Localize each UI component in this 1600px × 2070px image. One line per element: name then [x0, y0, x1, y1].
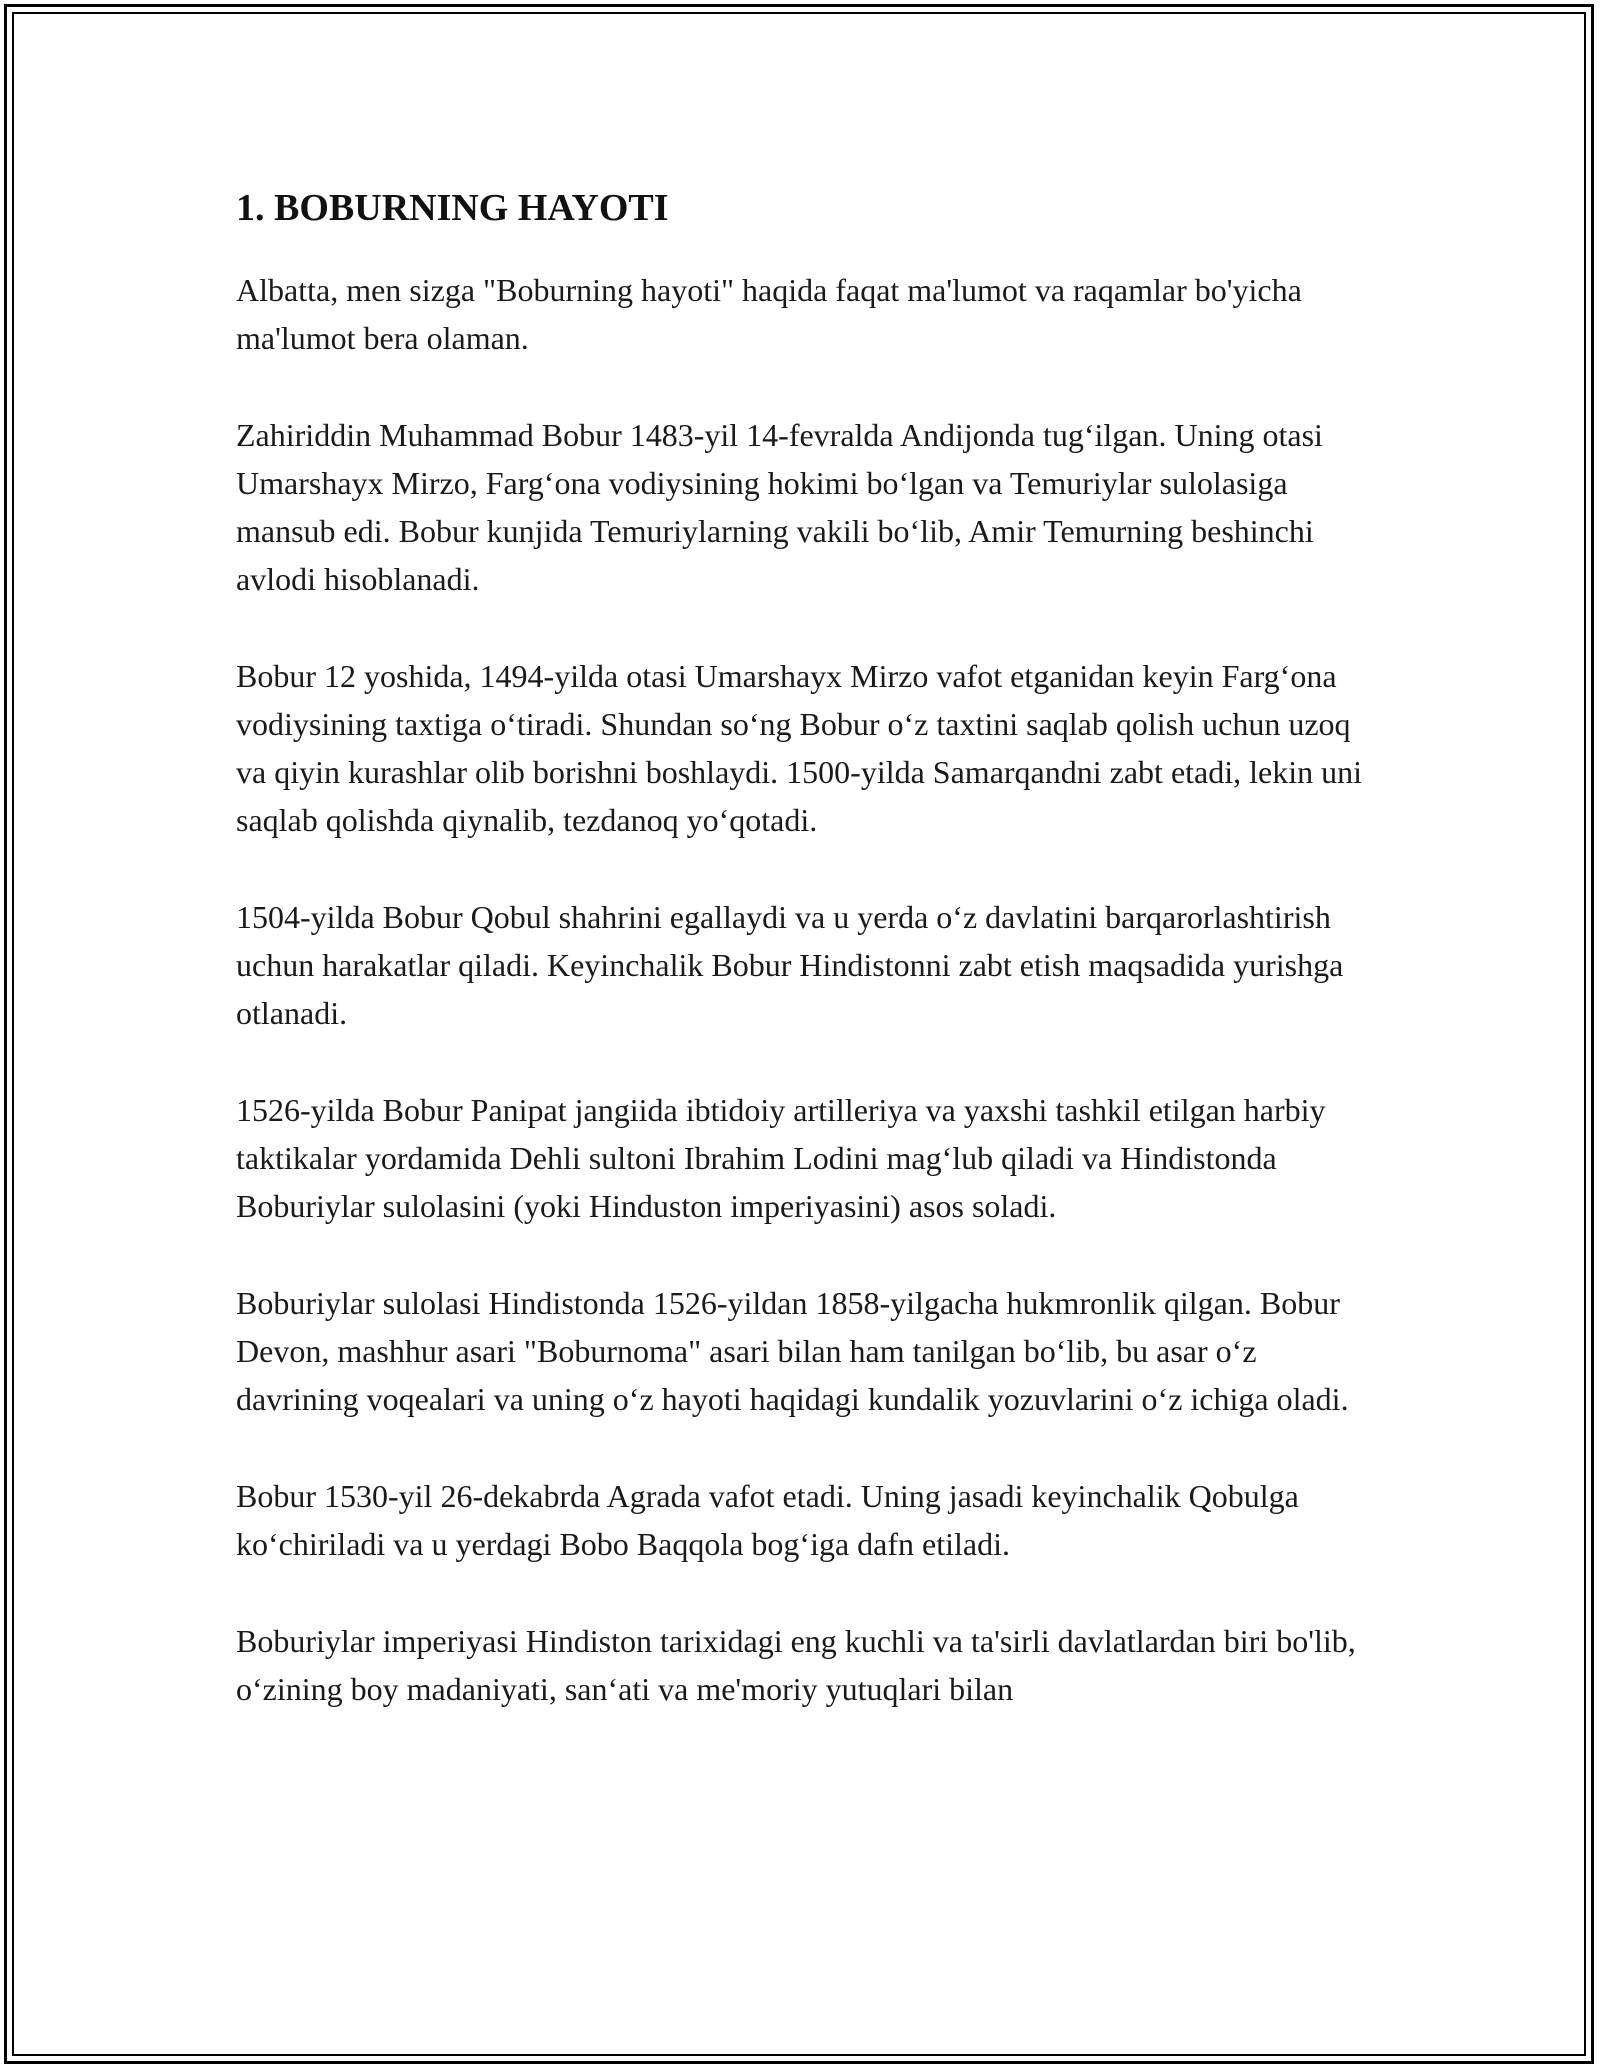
document-title: 1. BOBURNING HAYOTI [236, 187, 669, 229]
paragraph-intro: Albatta, men sizga "Boburning hayoti" haqida faqat ma'lumot va raqamlar bo'yicha ma'lumot bera olaman. [236, 271, 1302, 356]
paragraph-dynasty: Boburiylar sulolasi Hindistonda 1526-yildan 1858-yilgacha hukmronlik qilgan. Bobur Devon, mashhur asari "Boburnoma" asari bilan ham tanilgan bo‘lib, bu asar o‘z davrining voqealari va uning o‘z hayoti haqidagi kundalik yozuvlarini o‘z ichiga oladi. [236, 1284, 1349, 1417]
paragraph-birth: Zahiriddin Muhammad Bobur 1483-yil 14-fevralda Andijonda tug‘ilgan. Uning otasi Umarshayx Mirzo, Farg‘ona vodiysining hokimi bo‘lgan va Temuriylar sulolasiga mansub edi. Bobur kunjida Temuriylarning vakili bo‘lib, Amir Temurning beshinchi avlodi hisoblanadi. [236, 416, 1323, 597]
paragraph-throne: Bobur 12 yoshida, 1494-yilda otasi Umarshayx Mirzo vafot etganidan keyin Farg‘ona vodiysining taxtiga o‘tiradi. Shundan so‘ng Bobur o‘z taxtini saqlab qolish uchun uzoq va qiyin kurashlar olib borishni boshlaydi. 1500-yilda Samarqandni zabt etadi, lekin uni saqlab qolishda qiynalib, tezdanoq yo‘qotadi. [236, 657, 1362, 838]
document-body [236, 186, 1366, 1762]
paragraph-kabul: 1504-yilda Bobur Qobul shahrini egallaydi va u yerda o‘z davlatini barqarorlashtirish uchun harakatlar qiladi. Keyinchalik Bobur Hindistonni zabt etish maqsadida yurishga otlanadi. [236, 898, 1344, 1031]
paragraph-panipat: 1526-yilda Bobur Panipat jangiida ibtidoiy artilleriya va yaxshi tashkil etilgan harbiy taktikalar yordamida Dehli sultoni Ibrahim Lodini mag‘lub qiladi va Hindistonda Boburiylar sulolasini (yoki Hinduston imperiyasini) asos soladi. [236, 1091, 1326, 1224]
paragraph-death: Bobur 1530-yil 26-dekabrda Agrada vafot etadi. Uning jasadi keyinchalik Qobulga ko‘chiriladi va u yerdagi Bobo Baqqola bog‘iga dafn etiladi. [236, 1477, 1299, 1562]
paragraph-empire: Boburiylar imperiyasi Hindiston tarixidagi eng kuchli va ta'sirli davlatlardan biri bo'lib, o‘zining boy madaniyati, san‘ati va me'moriy yutuqlari bilan [236, 1622, 1356, 1707]
